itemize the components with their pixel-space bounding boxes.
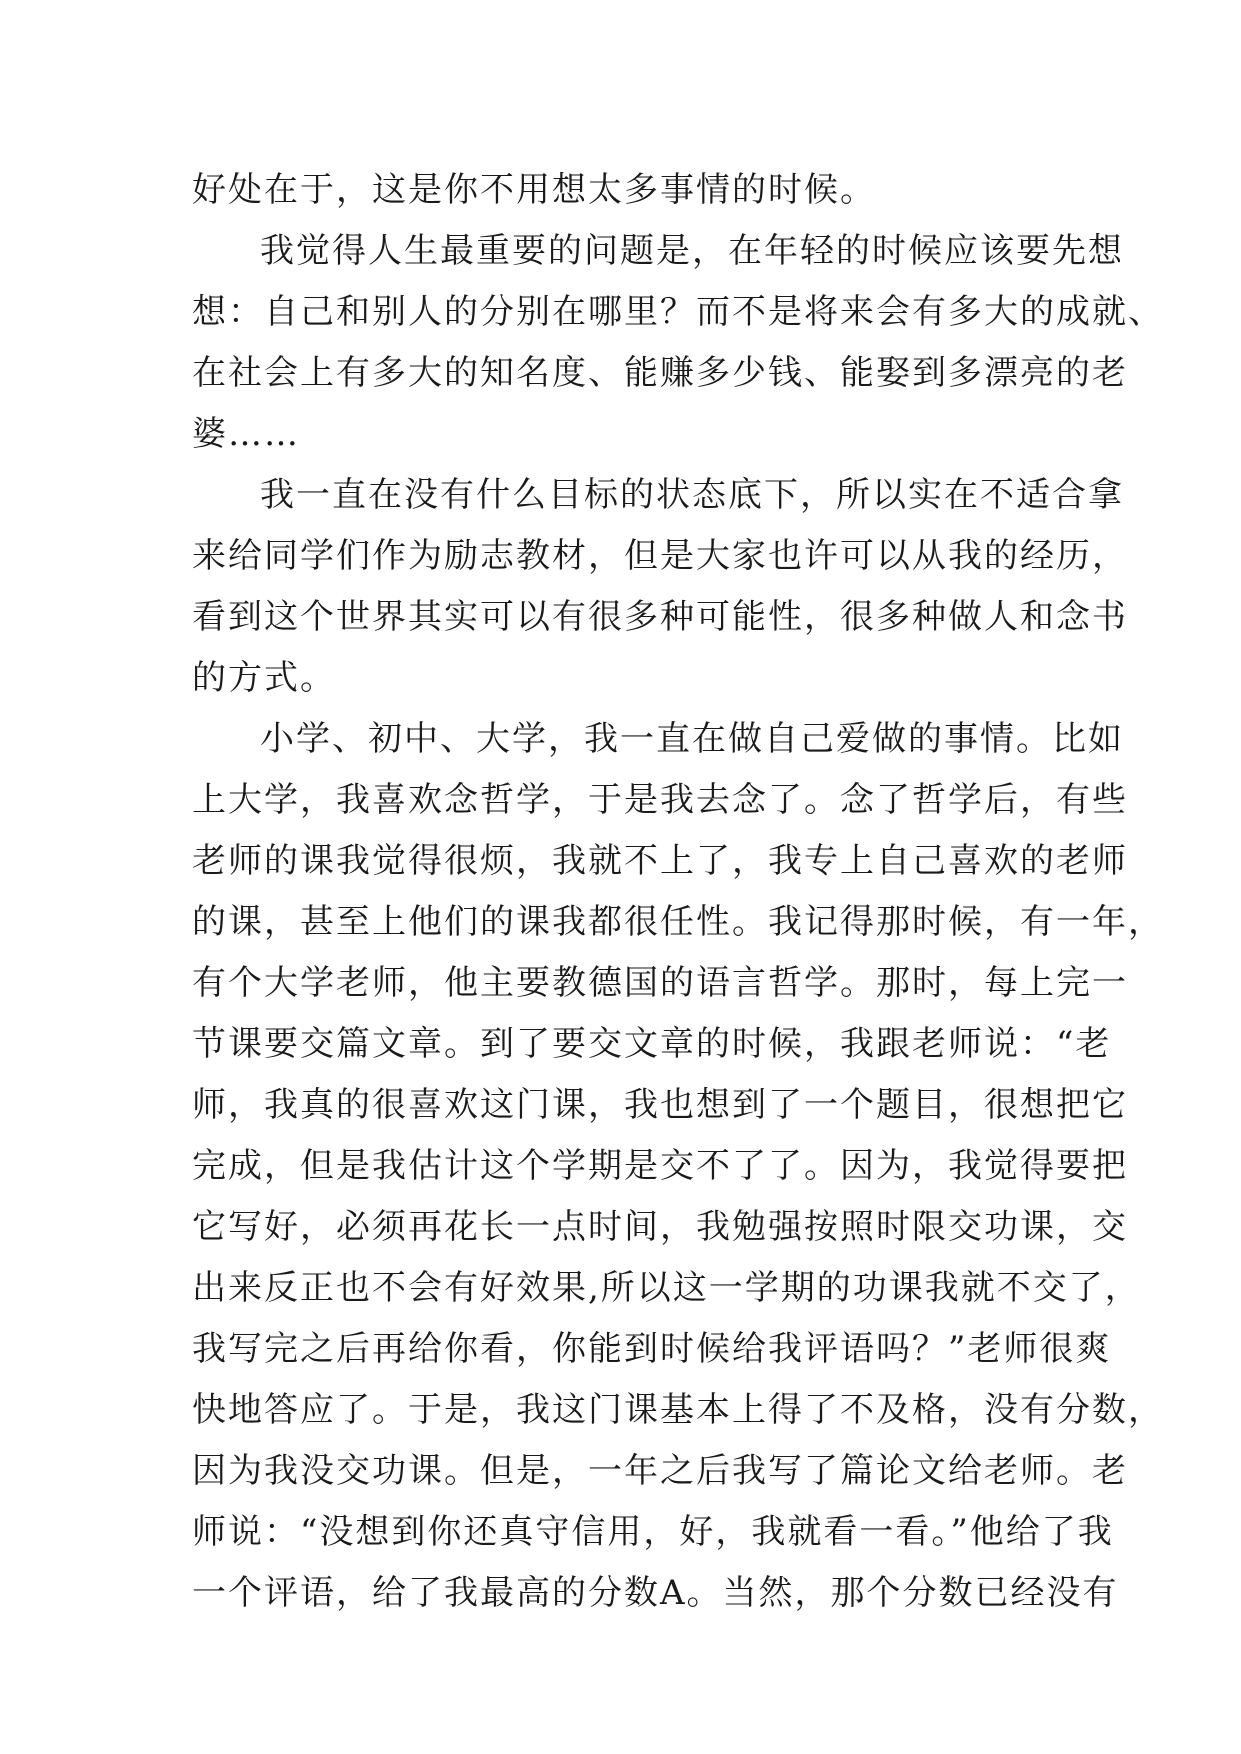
text-line: 师，我真的很喜欢这门课，我也想到了一个题目，很想把它 [192,1085,1128,1125]
text-line: 快地答应了。于是，我这门课基本上得了不及格，没有分数， [192,1390,1164,1430]
text-line: 节课要交篇文章。到了要交文章的时候，我跟老师说：“老 [192,1024,1112,1064]
text-line: 完成，但是我估计这个学期是交不了了。因为，我觉得要把 [192,1146,1128,1186]
text-line: 看到这个世界其实可以有很多种可能性，很多种做人和念书 [192,597,1128,637]
text-line: 因为我没交功课。但是，一年之后我写了篇论文给老师。老 [192,1451,1128,1491]
text-line: 老师的课我觉得很烦，我就不上了，我专上自己喜欢的老师 [192,841,1128,881]
body-text [192,160,1164,1624]
text-line: 婆…… [192,414,300,454]
text-line: 的方式。 [192,658,336,698]
paragraph-1 [192,160,1092,221]
text-line: 来给同学们作为励志教材，但是大家也许可以从我的经历， [192,536,1128,576]
text-line: 上大学，我喜欢念哲学，于是我去念了。念了哲学后，有些 [192,780,1128,820]
text-line: 我写完之后再给你看，你能到时候给我评语吗？”老师很爽 [192,1329,1112,1369]
text-line: 师说：“没想到你还真守信用，好，我就看一看。”他给了我 [192,1512,1114,1552]
paragraph-4 [192,709,1164,1624]
text-line: 好处在于，这是你不用想太多事情的时候。 [192,170,876,210]
text-line: 在社会上有多大的知名度、能赚多少钱、能娶到多漂亮的老 [192,353,1128,393]
text-line: 出来反正也不会有好效果,所以这一学期的功课我就不交了， [192,1268,1141,1308]
paragraph-2 [192,221,1164,465]
text-line: 一个评语，给了我最高的分数A。当然，那个分数已经没有 [192,1573,1119,1613]
paragraph-3 [192,465,1128,709]
text-line: 我一直在没有什么目标的状态底下，所以实在不适合拿 [260,475,1124,515]
text-line: 它写好，必须再花长一点时间，我勉强按照时限交功课，交 [192,1207,1128,1247]
text-line: 我觉得人生最重要的问题是，在年轻的时候应该要先想 [260,231,1124,271]
text-line: 的课，甚至上他们的课我都很任性。我记得那时候，有一年， [192,902,1164,942]
text-line: 想：自己和别人的分别在哪里？而不是将来会有多大的成就、 [192,292,1164,332]
text-line: 小学、初中、大学，我一直在做自己爱做的事情。比如 [260,719,1124,759]
text-line: 有个大学老师，他主要教德国的语言哲学。那时，每上完一 [192,963,1128,1003]
